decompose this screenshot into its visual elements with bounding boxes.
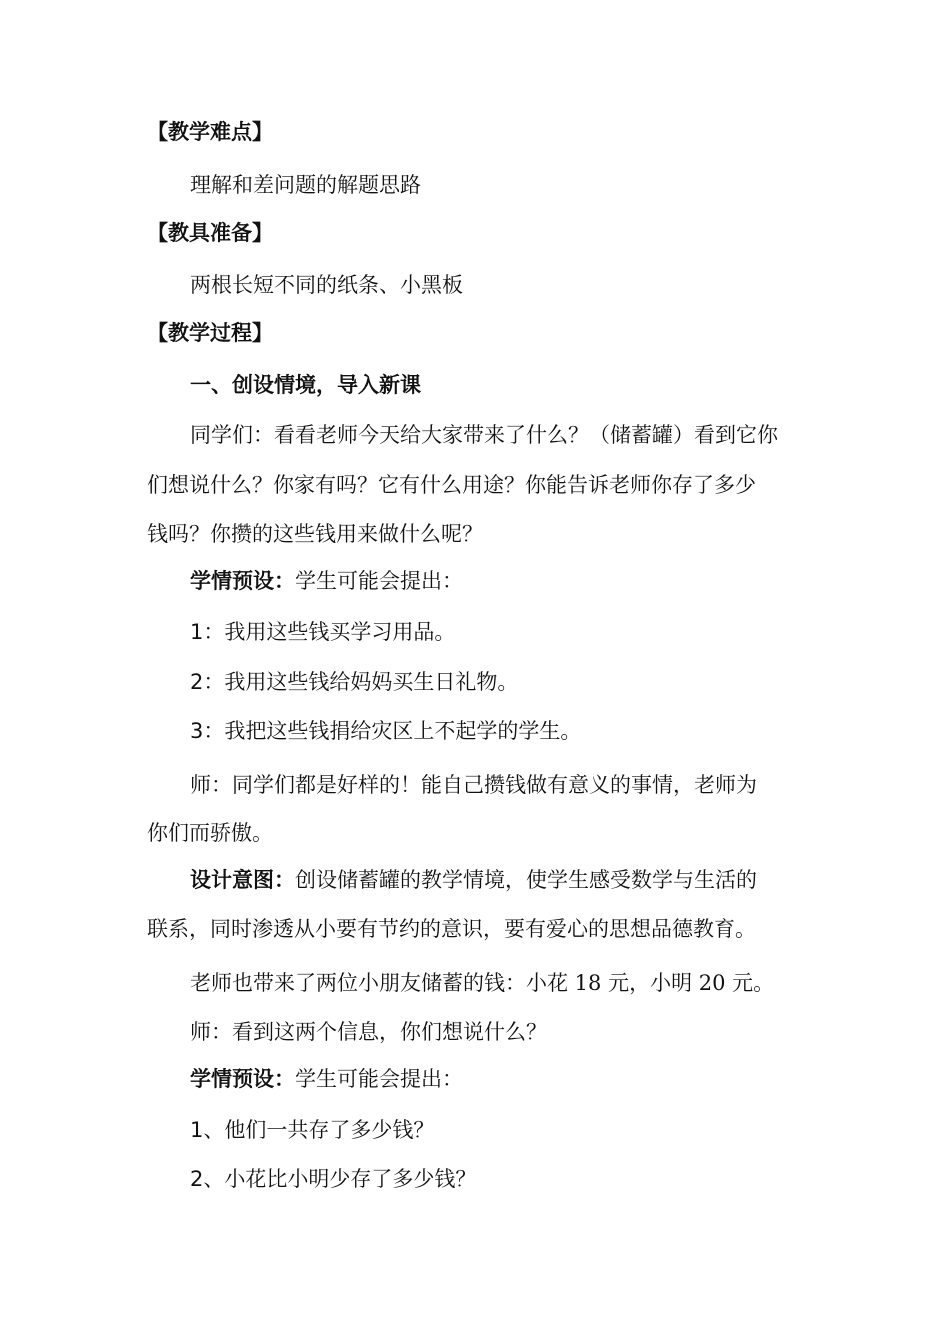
intent-paragraph bbox=[190, 865, 757, 895]
preset-1-paragraph bbox=[190, 566, 463, 596]
teacher-1-line-1: 师：同学们都是好样的！能自己攒钱做有意义的事情，老师为 bbox=[190, 773, 757, 797]
intent-line-1: 创设储蓄罐的教学情境，使学生感受数学与生活的 bbox=[295, 868, 757, 892]
preset-2-item-2: 2、小花比小明少存了多少钱？ bbox=[190, 1167, 477, 1191]
intent-line-2: 联系，同时渗透从小要有节约的意识，要有爱心的思想品德教育。 bbox=[147, 917, 756, 941]
intro-line-1: 同学们：看看老师今天给大家带来了什么？（储蓄罐）看到它你 bbox=[190, 423, 778, 447]
preset-2-text: 学生可能会提出： bbox=[295, 1067, 463, 1091]
difficulty-heading: 【教学难点】 bbox=[147, 119, 273, 144]
process-heading: 【教学过程】 bbox=[147, 320, 273, 345]
teacher-1-line-2: 你们而骄傲。 bbox=[147, 821, 273, 845]
preset-2-label: 学情预设： bbox=[190, 1067, 295, 1091]
intro-line-2: 们想说什么？你家有吗？它有什么用途？你能告诉老师你存了多少 bbox=[147, 473, 756, 497]
step1-heading: 一、创设情境，导入新课 bbox=[190, 373, 421, 397]
teacher-2-line-1: 老师也带来了两位小朋友储蓄的钱：小花 18 元，小明 20 元。 bbox=[190, 971, 775, 995]
preset-1-item-3: 3：我把这些钱捐给灾区上不起学的学生。 bbox=[190, 719, 582, 743]
difficulty-text: 理解和差问题的解题思路 bbox=[190, 173, 421, 197]
preset-1-label: 学情预设： bbox=[190, 569, 295, 593]
tools-text: 两根长短不同的纸条、小黑板 bbox=[190, 273, 463, 297]
teacher-2-line-2: 师：看到这两个信息，你们想说什么？ bbox=[190, 1020, 547, 1044]
preset-1-item-1: 1：我用这些钱买学习用品。 bbox=[190, 620, 456, 644]
intro-line-3: 钱吗？你攒的这些钱用来做什么呢？ bbox=[147, 522, 483, 546]
tools-heading: 【教具准备】 bbox=[147, 220, 273, 245]
intent-label: 设计意图： bbox=[190, 868, 295, 892]
preset-1-text: 学生可能会提出： bbox=[295, 569, 463, 593]
preset-2-item-1: 1、他们一共存了多少钱？ bbox=[190, 1118, 435, 1142]
preset-2-paragraph bbox=[190, 1064, 463, 1094]
preset-1-item-2: 2：我用这些钱给妈妈买生日礼物。 bbox=[190, 670, 519, 694]
